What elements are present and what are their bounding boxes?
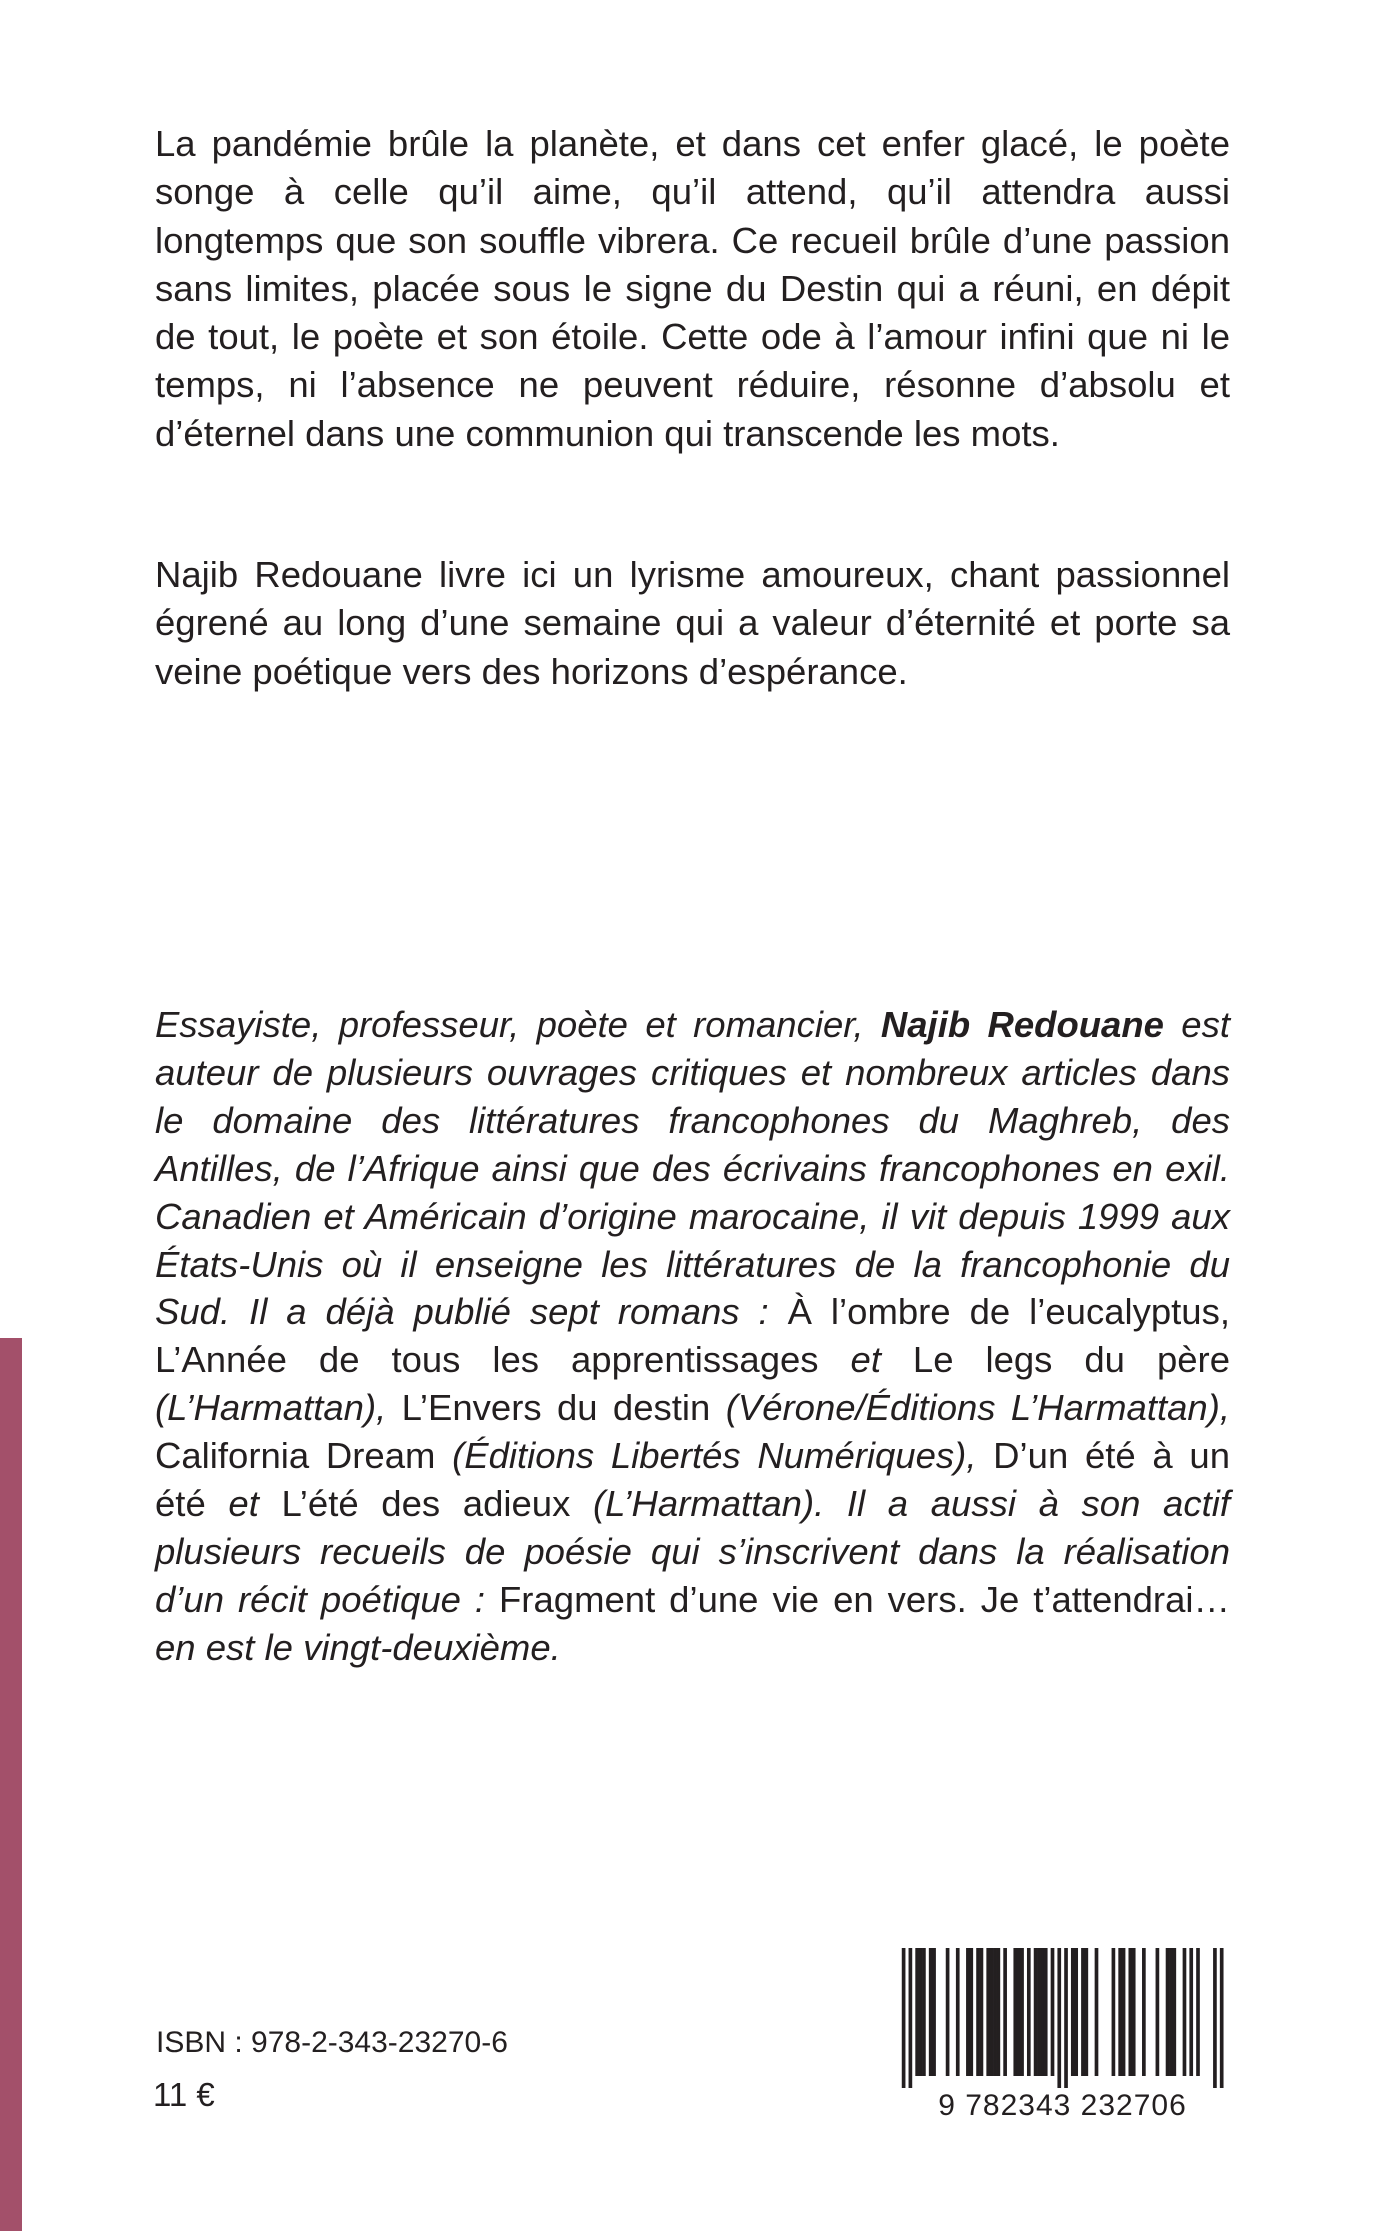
barcode-bar xyxy=(1183,1948,1187,2076)
barcode-bar xyxy=(1037,1948,1041,2076)
bio-text: (Éditions Libertés Numériques), xyxy=(435,1435,994,1477)
barcode-bar xyxy=(909,1948,913,2088)
barcode-bar xyxy=(1081,1948,1085,2076)
summary-text-2: Najib Redouane livre ici un lyrisme amoureux, chant passionnel égrené au long d’une semaine qui a valeur d’éternité et porte sa veine poétique vers des horizons d’espérance. xyxy=(155,554,1230,692)
book-title: Le legs du père xyxy=(912,1339,1230,1381)
barcode-bar xyxy=(1071,1948,1075,2076)
summary-text-1: La pandémie brûle la planète, et dans cet enfer glacé, le poète songe à celle qu’il aime, qu’il attend, qu’il attendra aussi longtemps que son souffle vibrera. Ce recueil brûle d’une passion sans limites, placée sous le signe du Destin qui a réuni, en dépit de tout, le poète et son étoile. Cette ode à l’amour infini que ni le temps, ni l’absence ne peuvent réduire, résonne d’absolu et d’éternel dans une communion qui transcende les mots. xyxy=(155,123,1230,454)
author-name: Najib Redouane xyxy=(880,1004,1164,1045)
barcode-bar xyxy=(1213,1948,1217,2088)
barcode-bar xyxy=(1041,1948,1045,2076)
book-title: D’un été à un été xyxy=(155,1435,1230,1525)
isbn-number: ISBN : 978-2-343-23270-6 xyxy=(156,2026,508,2059)
barcode-bar xyxy=(1172,1948,1176,2076)
barcode-bar xyxy=(1166,1948,1170,2076)
barcode-bar xyxy=(1064,1948,1068,2088)
barcode-bar xyxy=(1003,1948,1007,2076)
barcode-bar xyxy=(997,1948,1001,2076)
barcode-bar xyxy=(1027,1948,1031,2076)
barcode-bar xyxy=(1051,1948,1055,2076)
author-biography xyxy=(155,1001,1230,1672)
barcode-bar xyxy=(1142,1948,1146,2076)
barcode-bar xyxy=(1169,1948,1173,2076)
barcode-bar xyxy=(1013,1948,1017,2076)
barcode-bar xyxy=(1220,1948,1224,2088)
barcode-bars xyxy=(895,1948,1230,2088)
side-color-band xyxy=(0,1338,22,2231)
barcode-bar xyxy=(1020,1948,1024,2076)
barcode-bar xyxy=(1122,1948,1126,2076)
barcode-bar xyxy=(919,1948,923,2076)
barcode-bar xyxy=(976,1948,980,2076)
barcode-bar xyxy=(1112,1948,1116,2076)
barcode-bar xyxy=(956,1948,960,2076)
barcode-bar xyxy=(1017,1948,1021,2076)
barcode-digits: 9 782343 232706 xyxy=(938,2089,1187,2122)
bio-text: (L’Harmattan), xyxy=(155,1387,402,1429)
bio-text: (Vérone/Éditions L’Harmattan), xyxy=(710,1387,1230,1429)
barcode-bar xyxy=(1196,1948,1200,2076)
book-title: À l’ombre de l’eucalyptus, L’Année de tous les apprentissages xyxy=(155,1291,1230,1381)
barcode-bar xyxy=(1189,1948,1193,2076)
barcode-bar xyxy=(969,1948,973,2076)
bio-text: et xyxy=(205,1483,282,1525)
barcode-bar xyxy=(946,1948,950,2076)
barcode-bar xyxy=(1095,1948,1099,2076)
bio-text: en est le vingt-deuxième. xyxy=(155,1626,561,1668)
biography-text xyxy=(155,1001,1230,1672)
barcode-bar xyxy=(1156,1948,1160,2076)
bio-text: est auteur de plusieurs ouvrages critiques et nombreux articles dans le domaine des littératures francophones du Maghreb, des Antilles, de l’Afrique ainsi que des écrivains francophones en exil. Canadien et Américain d’origine marocaine, il vit depuis 1999 aux États-Unis où il enseigne les littératures de la francophonie du Sud. Il a déjà publié sept romans : xyxy=(155,1004,1230,1333)
barcode-bar xyxy=(1057,1948,1061,2088)
summary-paragraph-2 xyxy=(155,551,1230,696)
barcode-bar xyxy=(1084,1948,1088,2076)
barcode-bar xyxy=(1074,1948,1078,2076)
barcode-bar xyxy=(966,1948,970,2076)
barcode-bar xyxy=(1044,1948,1048,2076)
book-title: Fragment d’une vie en vers. Je t’attendrai… xyxy=(499,1578,1230,1620)
book-title: L’été des adieux xyxy=(281,1483,571,1525)
barcode-bar xyxy=(993,1948,997,2076)
barcode-bar xyxy=(922,1948,926,2076)
barcode-bar xyxy=(1128,1948,1132,2076)
price: 11 € xyxy=(153,2076,215,2113)
barcode-bar xyxy=(990,1948,994,2076)
barcode-bar xyxy=(1132,1948,1136,2076)
barcode-bar xyxy=(1118,1948,1122,2076)
bio-text: et xyxy=(818,1339,913,1381)
book-title: California Dream xyxy=(155,1435,436,1477)
barcode-bar xyxy=(915,1948,919,2076)
barcode-bar xyxy=(1034,1948,1038,2076)
barcode xyxy=(895,1948,1230,2128)
barcode-bar xyxy=(902,1948,906,2088)
barcode-bar xyxy=(986,1948,990,2076)
barcode-bar xyxy=(980,1948,984,2076)
bio-text: Essayiste, professeur, poète et romancier, xyxy=(155,1004,881,1045)
barcode-bar xyxy=(929,1948,933,2076)
barcode-bar xyxy=(932,1948,936,2076)
book-title: L’Envers du destin xyxy=(401,1387,711,1429)
summary-paragraph-1 xyxy=(155,120,1230,458)
bio-text: (L’Harmattan). Il a aussi à son actif plusieurs recueils de poésie qui s’inscrivent dans la réalisation d’un récit poétique : xyxy=(155,1483,1230,1620)
